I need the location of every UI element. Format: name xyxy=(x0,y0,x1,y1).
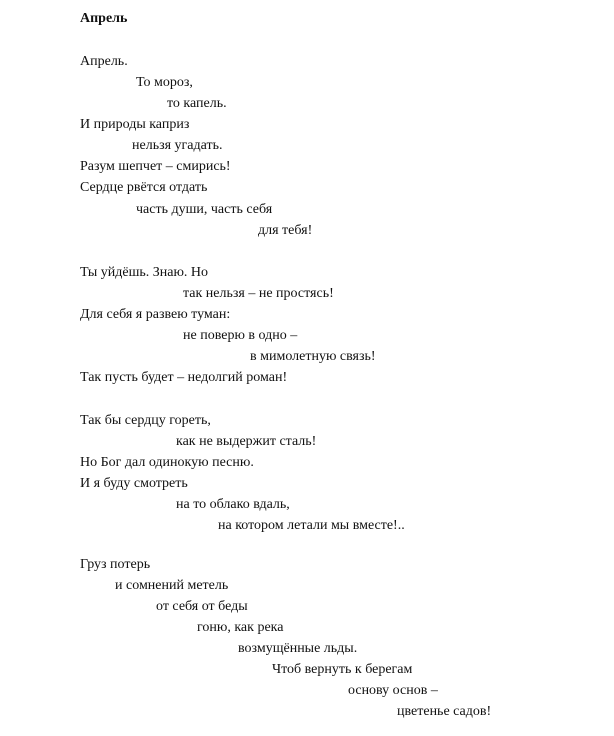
poem-line: Так бы сердцу гореть, xyxy=(80,413,211,428)
poem-line: И природы каприз xyxy=(80,117,190,132)
poem-line: Для себя я развею туман: xyxy=(80,307,231,322)
poem-line: на котором летали мы вместе!.. xyxy=(218,518,405,533)
poem-line: Но Бог дал одинокую песню. xyxy=(80,455,254,470)
poem-line: Чтоб вернуть к берегам xyxy=(272,662,413,677)
poem-line: Так пусть будет – недолгий роман! xyxy=(80,370,288,385)
poem-line: Сердце рвётся отдать xyxy=(80,180,208,195)
poem-line: то капель. xyxy=(167,96,227,111)
poem-line: возмущённые льды. xyxy=(238,641,358,656)
poem-line: гоню, как река xyxy=(197,620,284,635)
poem-line: Груз потерь xyxy=(80,557,151,572)
poem-line: Ты уйдёшь. Знаю. Но xyxy=(80,265,209,280)
poem-line: в мимолетную связь! xyxy=(250,349,376,364)
poem-line: на то облако вдаль, xyxy=(176,497,290,512)
poem-title: Апрель xyxy=(80,11,128,26)
poem-line: цветенье садов! xyxy=(397,704,492,719)
poem-line: Разум шепчет – смирись! xyxy=(80,159,231,174)
poem-line: как не выдержит сталь! xyxy=(176,434,317,449)
poem-line: Апрель. xyxy=(80,54,128,69)
poem-line: часть души, часть себя xyxy=(136,202,273,217)
poem-line: не поверю в одно – xyxy=(183,328,298,343)
poem-line: от себя от беды xyxy=(156,599,248,614)
poem-line: основу основ – xyxy=(348,683,438,698)
poem-line: И я буду смотреть xyxy=(80,476,188,491)
poem-line: То мороз, xyxy=(136,75,193,90)
poem-line: так нельзя – не простясь! xyxy=(183,286,334,301)
poem-line: для тебя! xyxy=(258,223,313,238)
poem-line: и сомнений метель xyxy=(115,578,229,593)
poem-line: нельзя угадать. xyxy=(132,138,223,153)
